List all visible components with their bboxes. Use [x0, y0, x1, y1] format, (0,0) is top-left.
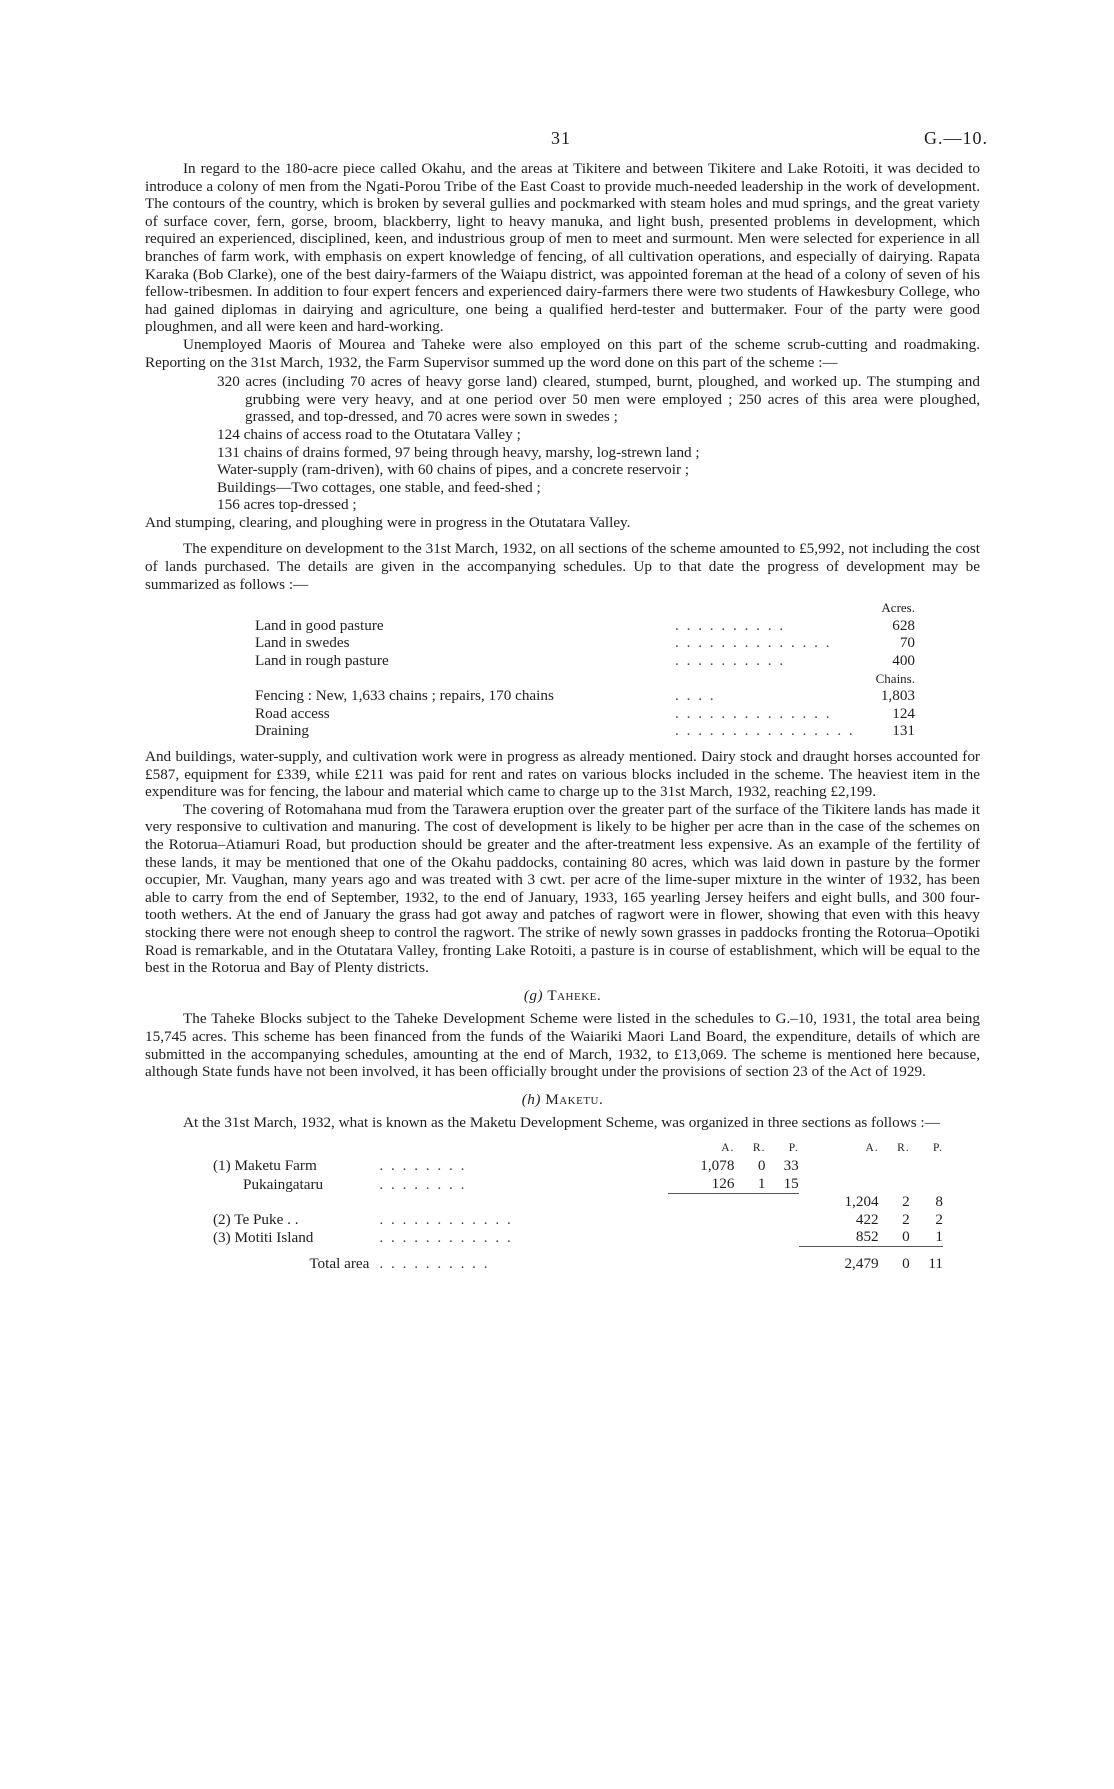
table-row: (3) Motiti Island . . . . . . . . . . . . 852 0 1: [213, 1228, 943, 1246]
total-row: Total area . . . . . . . . . . 2,479 0 11: [309, 1254, 943, 1272]
paragraph-unemployed: Unemployed Maoris of Mourea and Taheke were also employed on this part of the scheme scrub-cutting and roadmaking. Reporting on the 31st March, 1932, the Farm Supervisor summed up the word done on this part of the scheme :—: [145, 335, 980, 371]
table-row: Pukaingataru . . . . . . . . 126 1 15: [243, 1175, 799, 1193]
table-row: Fencing : New, 1,633 chains ; repairs, 170 chains . . . . 1,803: [255, 687, 915, 705]
paragraph-buildings: And buildings, water-supply, and cultivation work were in progress as already mentioned. Dairy stock and draught horses accounted for £587, equipment for £339, while £211 was paid for rent and rates on various blocks included in the scheme. The heaviest item in the expenditure was for fencing, the labour and material which came to charge up to the 31st March, 1932, reaching £2,199.: [145, 748, 980, 801]
paragraph-taheke: The Taheke Blocks subject to the Taheke Development Scheme were listed in the schedules to G.–10, 1931, the total area being 15,745 acres. This scheme has been financed from the funds of the Waiariki Maori Land Board, the expenditure, details of which are submitted in the accompanying schedules, amounting at the end of March, 1932, to £13,069. The scheme is mentioned here because, although State funds have not been involved, it has been officially brought under the provisions of section 23 of the Act of 1929.: [145, 1010, 980, 1081]
section-heading-taheke: (g) Taheke.: [523, 986, 602, 1004]
table-row: Land in rough pasture . . . . . . . . . . 400: [255, 652, 915, 670]
document-page: [145, 128, 988, 1273]
page-header: [145, 128, 988, 160]
table-row: (1) Maketu Farm . . . . . . . . 1,078 0 33: [213, 1157, 799, 1175]
list-item: Buildings—Two cottages, one stable, and feed-shed ;: [217, 478, 541, 496]
list-item: 320 acres (including 70 acres of heavy gorse land) cleared, stumped, burnt, ploughed, and worked up. The stumping and grubbing were very heavy, and at one period over 50 men were employed ; 250 acres of this area were ploughed, grassed, and top-dressed, and 70 acres were sown in swedes ;: [217, 373, 980, 426]
paragraph-okahu: In regard to the 180-acre piece called Okahu, and the areas at Tikitere and between Tikitere and Lake Rotoiti, it was decided to introduce a colony of men from the Ngati-Porou Tribe of the East Coast to provide much-needed leadership in the work of development. The contours of the country, which is broken by several gullies and pockmarked with steam holes and mud springs, and the great variety of surface cover, fern, gorse, broom, blackberry, light to heavy manuka, and light bush, presented problems in development, which required an experienced, disciplined, keen, and industrious group of men to meet and surmount. Men were selected for experience in all branches of farm work, with emphasis on expert knowledge of fencing, of all cultivation operations, and especially of dairying. Rapata Karaka (Bob Clarke), one of the best dairy-farmers of the Waiapu district, was appointed foreman at the head of a colony of seven of his fellow-tribesmen. In addition to four expert fencers and experienced dairy-farmers there were two students of Hawkesbury College, who had gained diplomas in dairying and agriculture, one being a qualified herd-tester and buttermaker. Four of the party were good ploughmen, and all were keen and hard-working.: [145, 160, 980, 336]
table-row: Land in good pasture . . . . . . . . . . 628: [255, 616, 915, 634]
table-row: Road access . . . . . . . . . . . . . . 124: [255, 704, 915, 722]
page-number: 31: [551, 128, 571, 148]
table-row: 1,204 2 8: [213, 1193, 943, 1211]
unit-chains: Chains.: [875, 670, 915, 686]
paragraph-rotomahana: The covering of Rotomahana mud from the Tarawera eruption over the greater part of the surface of the Tikitere lands has made it very responsive to cultivation and manuring. The cost of development is likely to be higher per acre than in the case of the schemes on the Rotorua–Atiamuri Road, but production should be greater and the after-treatment less expensive. As an example of the fertility of these lands, it may be mentioned that one of the Okahu paddocks, containing 80 acres, which was laid down in pasture by the former occupier, Mr. Vaughan, many years ago and was treated with 3 cwt. per acre of the lime-super mixture in the winter of 1932, has been able to carry from the end of September, 1932, to the end of January, 1933, 165 yearling Jersey heifers and eight bulls, and 300 four-tooth wethers. At the end of January the grass had got away and patches of ragwort were in flower, showing that even with this heavy stocking there were not enough sheep to control the ragwort. The strike of newly sown grasses in paddocks fronting the Rotorua–Opotiki Road is remarkable, and in the Otutatara Valley, fronting Lake Rotoiti, a pasture is in course of establishment, which will be equal to the best in the Rotorua and Bay of Plenty districts.: [145, 800, 980, 977]
work-list-close: And stumping, clearing, and ploughing were in progress in the Otutatara Valley.: [145, 513, 631, 531]
list-item: 124 chains of access road to the Otutatara Valley ;: [217, 425, 521, 443]
paragraph-maketu: At the 31st March, 1932, what is known as the Maketu Development Scheme, was organized in three sections as follows :—: [183, 1114, 940, 1132]
table-header-row: A. R. P. A. R. P.: [721, 1141, 943, 1154]
progress-table: [255, 599, 915, 740]
work-done-list: [217, 373, 980, 514]
list-item: 156 acres top-dressed ;: [217, 496, 357, 514]
table-row: (2) Te Puke . . . . . . . . . . . . . . 422 2 2: [213, 1210, 943, 1228]
table-row: Draining . . . . . . . . . . . . . . . . 131: [255, 722, 915, 740]
section-heading-maketu: (h) Maketu.: [521, 1090, 604, 1108]
list-item: Water-supply (ram-driven), with 60 chains of pipes, and a concrete reservoir ;: [217, 461, 690, 479]
unit-acres: Acres.: [881, 600, 915, 616]
maketu-table: [213, 1140, 943, 1273]
list-item: 131 chains of drains formed, 97 being through heavy, marshy, log-strewn land ;: [217, 443, 700, 461]
paragraph-expenditure: The expenditure on development to the 31st March, 1932, on all sections of the scheme amounted to £5,992, not including the cost of lands purchased. The details are given in the accompanying schedules. Up to that date the progress of development may be summarized as follows :—: [145, 540, 980, 593]
document-reference: G.—10.: [924, 128, 988, 148]
table-row: Land in swedes . . . . . . . . . . . . . . 70: [255, 634, 915, 652]
